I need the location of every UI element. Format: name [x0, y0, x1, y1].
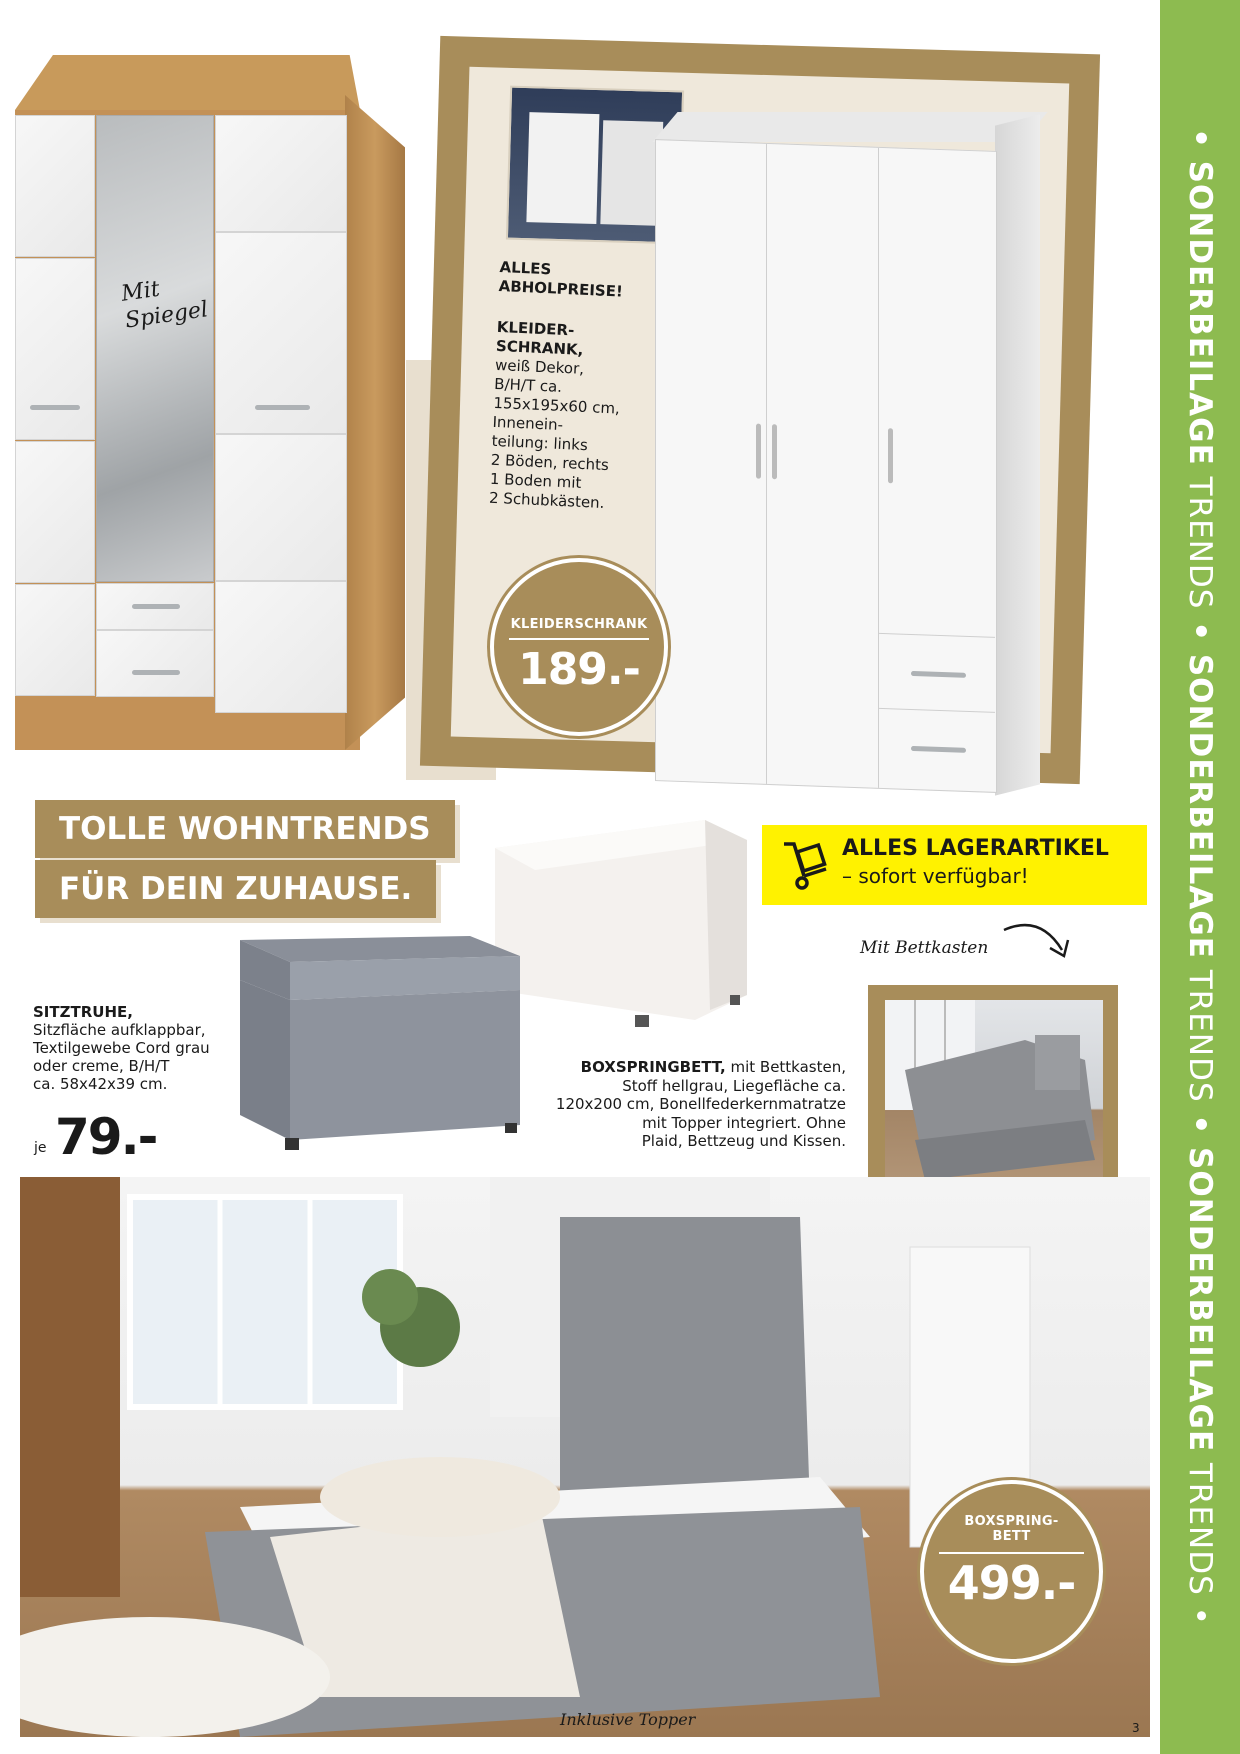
sitztruhe-desc: ca. 58x42x39 cm. [33, 1075, 168, 1093]
boxspringbett-desc: mit Topper integriert. Ohne [642, 1113, 846, 1132]
topper-note: Inklusive Topper [560, 1710, 696, 1729]
kleiderschrank-price-circle [490, 558, 668, 736]
boxspringbett-price-label-1: BOXSPRING- [964, 1514, 1059, 1529]
drawer-handle [132, 670, 180, 675]
sitztruhe-text [33, 1003, 263, 1093]
wardrobe-door-panel [215, 581, 347, 713]
kleiderschrank-desc: 2 Schubkästen. [488, 488, 605, 512]
page-number: 3 [1132, 1721, 1140, 1735]
mirror-note-line2: Spiegel [123, 297, 210, 334]
wardrobe-door-panel [15, 441, 95, 583]
headline-line1: TOLLE WOHNTRENDS [35, 800, 455, 858]
abholpreise-line2: ABHOLPREISE! [498, 276, 624, 301]
boxspringbett-text [548, 1058, 846, 1151]
wardrobe-handle [255, 405, 310, 410]
drawer-handle [132, 604, 180, 609]
kleiderschrank-desc: teilung: links [491, 431, 589, 455]
cream-storage-bench [485, 810, 775, 1030]
sidebar-light-2: TRENDS [1182, 958, 1218, 1103]
kleiderschrank-price: 189.- [518, 644, 640, 695]
boxspringbett-desc: mit Bettkasten, [725, 1058, 846, 1076]
white-wardrobe-top [652, 112, 1047, 142]
boxspringbett-price-label [924, 1514, 1099, 1544]
headline-line2: FÜR DEIN ZUHAUSE. [35, 860, 436, 918]
boxspringbett-desc: 120x200 cm, Bonellfederkernmatratze [555, 1095, 846, 1113]
boxspringbett-price: 499.- [947, 1556, 1076, 1610]
kleiderschrank-desc: 2 Böden, rechts [490, 450, 610, 475]
sitztruhe-title: SITZTRUHE, [33, 1003, 133, 1021]
bettkasten-photo [885, 1000, 1103, 1197]
mirror-note [120, 269, 210, 334]
wardrobe-handle [30, 405, 80, 410]
price-prefix: je [34, 1140, 47, 1156]
wardrobe-door-panel [215, 434, 347, 581]
kleiderschrank-title-1: KLEIDER- [496, 317, 575, 340]
wardrobe-door-panel [215, 115, 347, 232]
oak-wardrobe-side [345, 95, 405, 750]
boxspringbett-desc: Plaid, Bettzeug und Kissen. [641, 1132, 846, 1150]
sitztruhe-desc: oder creme, B/H/T [33, 1057, 170, 1075]
lager-subtitle: – sofort verfügbar! [842, 864, 1029, 888]
boxspringbett-price-circle [920, 1480, 1103, 1663]
kleiderschrank-desc: 1 Boden mit [489, 469, 582, 492]
curved-arrow-icon [1000, 918, 1080, 973]
sidebar-bold-3: • SONDERBEILAGE [1182, 1102, 1218, 1453]
sidebar-bold-1: • SONDERBEILAGE [1182, 128, 1218, 466]
bettkasten-note: Mit Bettkasten [860, 938, 989, 958]
white-wardrobe-side [995, 114, 1040, 795]
wardrobe-mirror [96, 115, 214, 582]
abholpreise-line1: ALLES [499, 258, 552, 279]
sitztruhe-price: 79.- [55, 1108, 157, 1166]
kleiderschrank-desc: weiß Dekor, [494, 355, 585, 378]
oak-wardrobe-top [15, 55, 360, 110]
boxspringbett-price-label-2: BETT [992, 1529, 1031, 1544]
wardrobe-door-panel [215, 232, 347, 434]
wardrobe-door-panel [15, 258, 95, 440]
wardrobe-door-panel [15, 584, 95, 696]
white-wardrobe-front [655, 139, 997, 793]
kleiderschrank-text [489, 258, 700, 517]
wardrobe-door-panel [15, 115, 95, 257]
kleiderschrank-title-2: SCHRANK, [495, 336, 584, 359]
lager-title: ALLES LAGERARTIKEL [842, 836, 1109, 861]
sitztruhe-desc: Sitzfläche aufklappbar, [33, 1021, 206, 1039]
boxspringbett-desc: Stoff hellgrau, Liegefläche ca. [622, 1076, 846, 1095]
sidebar-bold-2: • SONDERBEILAGE [1182, 609, 1218, 959]
sidebar-light-3: TRENDS • [1182, 1452, 1218, 1626]
kleiderschrank-desc: B/H/T ca. [493, 374, 563, 396]
kleiderschrank-desc: Innenein- [492, 412, 564, 435]
kleiderschrank-desc: 155x195x60 cm, [493, 393, 621, 418]
sidebar-text [1182, 128, 1218, 1626]
hand-truck-icon [780, 838, 830, 890]
sidebar-band [1160, 0, 1240, 1754]
grey-storage-bench [235, 930, 525, 1155]
wardrobe-drawer [96, 630, 214, 697]
sitztruhe-desc: Textilgewebe Cord grau [33, 1039, 210, 1057]
sidebar-light-1: TRENDS [1182, 465, 1218, 610]
mirror-note-line1: Mit [119, 276, 162, 307]
kleiderschrank-price-label: KLEIDERSCHRANK [510, 617, 648, 632]
boxspringbett-title: BOXSPRINGBETT, [580, 1058, 726, 1076]
